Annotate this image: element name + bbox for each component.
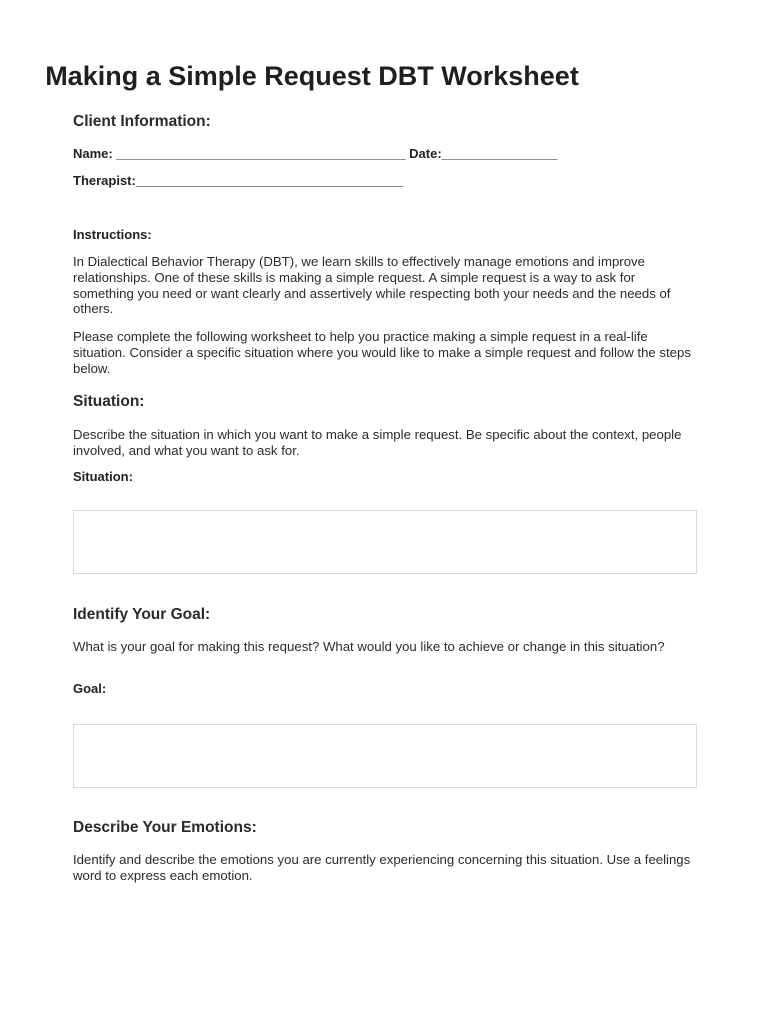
emotions-description: Identify and describe the emotions you are currently experiencing concerning this situation. Use a feelings word to express each emotion. xyxy=(73,852,691,883)
instructions-heading: Instructions: xyxy=(73,227,152,242)
situation-description: Describe the situation in which you want to make a simple request. Be specific about the context, people involved, and what you want to ask for. xyxy=(73,427,682,458)
instructions-paragraph-2: Please complete the following worksheet to help you practice making a simple request in a real-life situation. Consider a specific situation where you would like to make a simple request and follow the steps below. xyxy=(73,329,691,376)
instructions-paragraph-1: In Dialectical Behavior Therapy (DBT), we learn skills to effectively manage emotions and improve relationships. One of these skills is making a simple request. A simple request is a way to ask for something you need or want clearly and assertively while respecting both your needs and the needs of others. xyxy=(73,254,671,317)
goal-description: What is your goal for making this request? What would you like to achieve or change in this situation? xyxy=(73,639,665,654)
goal-answer-box[interactable] xyxy=(73,724,697,788)
situation-field-label: Situation: xyxy=(73,469,133,484)
document-title: Making a Simple Request DBT Worksheet xyxy=(45,61,579,91)
client-information-heading: Client Information: xyxy=(73,113,211,130)
situation-heading: Situation: xyxy=(73,393,145,410)
emotions-heading: Describe Your Emotions: xyxy=(73,819,257,836)
therapist-field[interactable]: Therapist:_____________________________________ xyxy=(73,173,404,188)
name-date-field[interactable]: Name: ________________________________________ Date:________________ xyxy=(73,146,558,161)
goal-heading: Identify Your Goal: xyxy=(73,606,211,623)
situation-answer-box[interactable] xyxy=(73,510,697,574)
goal-field-label: Goal: xyxy=(73,681,107,696)
